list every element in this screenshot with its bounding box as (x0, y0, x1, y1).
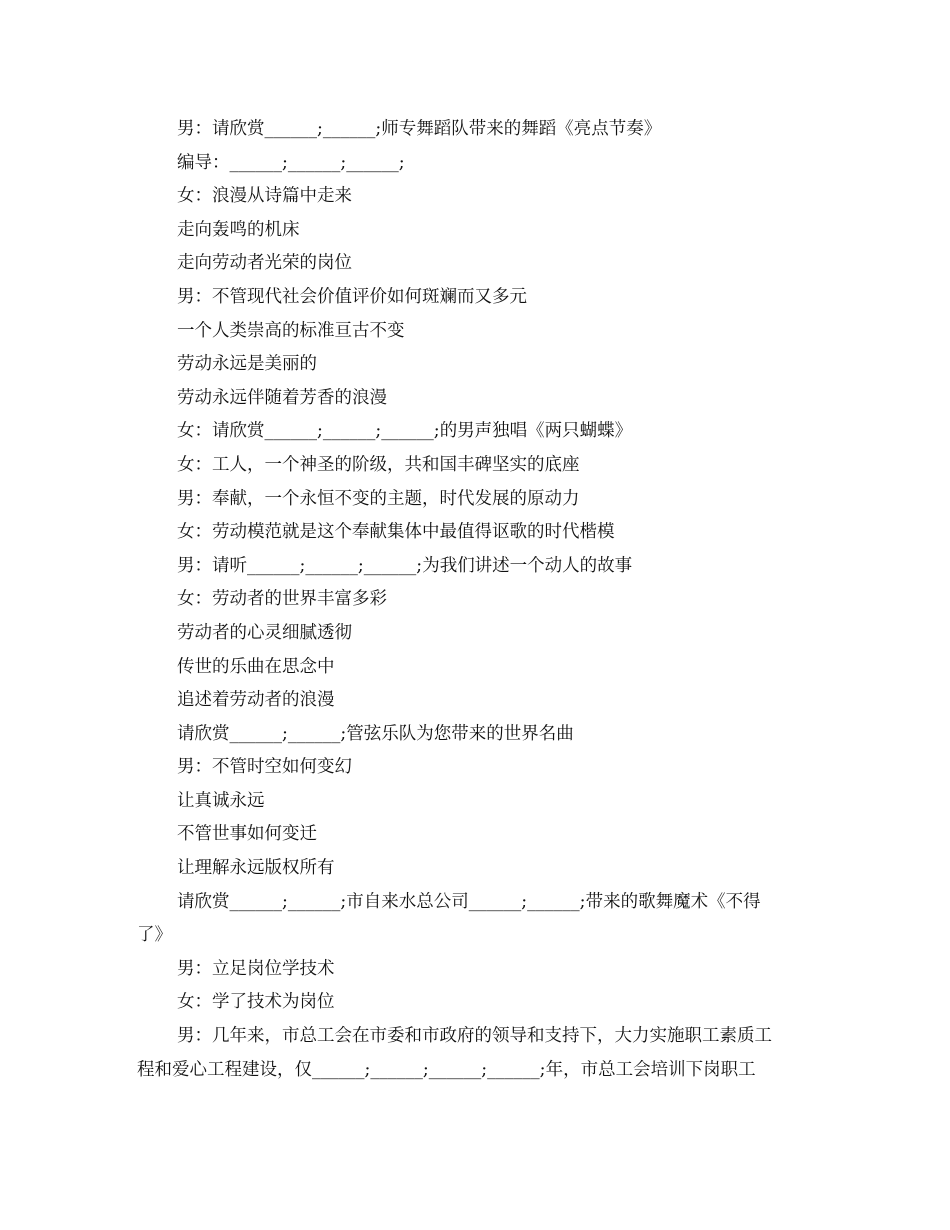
text-line: 了》 (137, 925, 172, 946)
text-line: 男：不管现代社会价值评价如何斑斓而又多元 (177, 286, 527, 307)
text-line: 男：立足岗位学技术 (177, 958, 335, 979)
text-line: 劳动永远是美丽的 (177, 354, 317, 375)
text-line: 走向轰鸣的机床 (177, 219, 300, 240)
text-line: 程和爱心工程建设，仅______;______;______;______;年，市总工会培训下岗职工 (137, 1059, 756, 1080)
text-line: 让理解永远版权所有 (177, 858, 335, 879)
text-line: 男：不管时空如何变幻 (177, 757, 352, 778)
text-line: 男：奉献，一个永恒不变的主题，时代发展的原动力 (177, 488, 580, 509)
text-line: 不管世事如何变迁 (177, 824, 317, 845)
text-line: 让真诚永远 (177, 790, 265, 811)
text-line: 女：劳动者的世界丰富多彩 (177, 589, 387, 610)
text-line: 编导：______;______;______; (177, 152, 405, 173)
text-line: 男：请听______;______;______;为我们讲述一个动人的故事 (177, 555, 633, 576)
text-line: 劳动者的心灵细腻透彻 (177, 622, 352, 643)
text-line: 女：工人，一个神圣的阶级，共和国丰碑坚实的底座 (177, 454, 580, 475)
text-line: 男：请欣赏______;______;师专舞蹈队带来的舞蹈《亮点节奏》 (177, 119, 662, 139)
text-line: 追述着劳动者的浪漫 (177, 690, 335, 711)
text-line: 请欣赏______;______;管弦乐队为您带来的世界名曲 (177, 723, 574, 744)
text-line: 女：浪漫从诗篇中走来 (177, 186, 352, 207)
text-line: 传世的乐曲在思念中 (177, 656, 335, 677)
text-line: 男：几年来，市总工会在市委和市政府的领导和支持下，大力实施职工素质工 (177, 1026, 772, 1047)
text-line: 女：学了技术为岗位 (177, 992, 335, 1013)
text-line: 请欣赏______;______;市自来水总公司______;______;带来的歌舞魔术《不得 (177, 891, 761, 912)
text-line: 劳动永远伴随着芳香的浪漫 (177, 387, 387, 408)
text-line: 走向劳动者光荣的岗位 (177, 253, 352, 274)
document-body (137, 113, 817, 1087)
text-line: 女：劳动模范就是这个奉献集体中最值得讴歌的时代楷模 (177, 522, 615, 543)
text-line: 女：请欣赏______;______;______;的男声独唱《两只蝴蝶》 (177, 421, 633, 442)
text-line: 一个人类崇高的标准亘古不变 (177, 320, 405, 341)
